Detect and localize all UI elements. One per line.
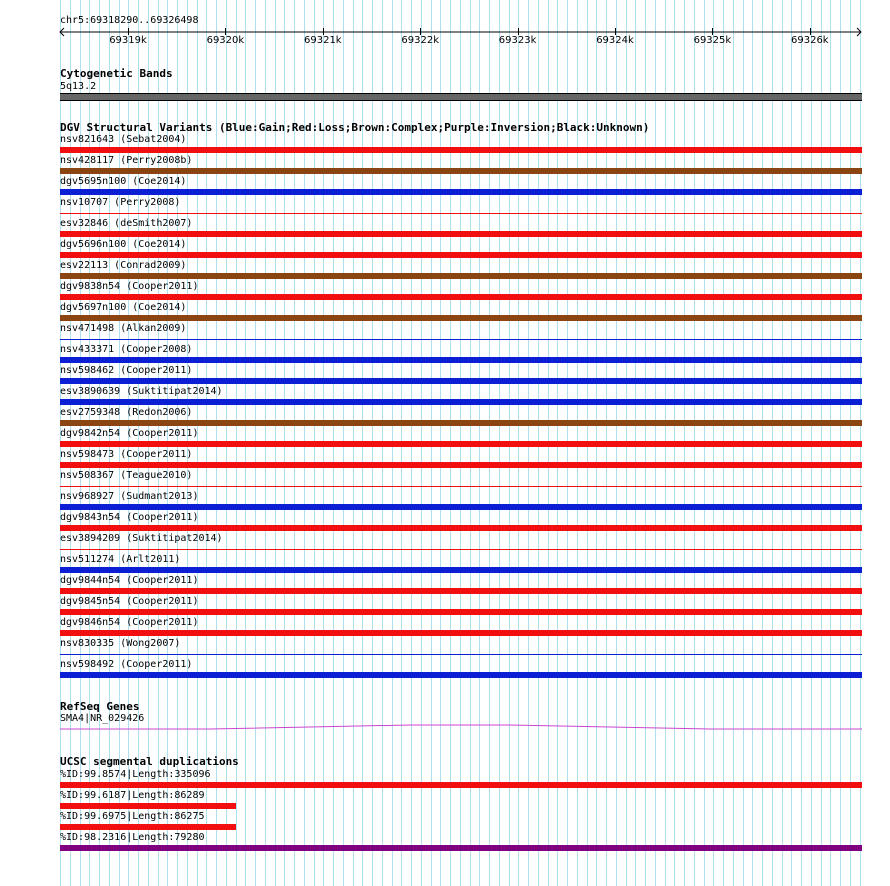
cytoband-bar[interactable] xyxy=(60,93,862,101)
ruler-tick-label: 69320k xyxy=(206,35,245,46)
ruler-tick-label: 69319k xyxy=(109,35,147,46)
dgv-variant-bar[interactable] xyxy=(60,672,862,678)
dgv-variant-bar[interactable] xyxy=(60,441,862,447)
dgv-variant-label: nsv428117 (Perry2008b) xyxy=(60,155,193,166)
dgv-track-title: DGV Structural Variants (Blue:Gain;Red:Loss;Brown:Complex;Purple:Inversion;Black:Unknown) xyxy=(60,121,650,134)
ruler-tick-label: 69323k xyxy=(498,35,537,46)
dgv-variant-label: nsv511274 (Arlt2011) xyxy=(60,554,181,565)
ruler-tick-label: 69326k xyxy=(790,35,829,46)
dgv-variant-label: dgv5697n100 (Coe2014) xyxy=(60,302,187,313)
segdup-label: %ID:98.2316|Length:79280 xyxy=(60,832,205,843)
dgv-variant-label: nsv433371 (Cooper2008) xyxy=(60,344,193,355)
dgv-variant-bar[interactable] xyxy=(60,630,862,636)
dgv-variant-label: dgv9843n54 (Cooper2011) xyxy=(60,512,199,523)
dgv-variant-label: dgv9845n54 (Cooper2011) xyxy=(60,596,199,607)
dgv-variant-bar[interactable] xyxy=(60,420,862,426)
dgv-variant-bar[interactable] xyxy=(60,654,862,655)
dgv-variant-bar[interactable] xyxy=(60,168,862,174)
location-label: chr5:69318290..69326498 xyxy=(60,15,199,26)
dgv-variant-bar[interactable] xyxy=(60,462,862,468)
dgv-variant-bar[interactable] xyxy=(60,231,862,237)
dgv-variant-label: esv2759348 (Redon2006) xyxy=(60,407,193,418)
dgv-variant-label: nsv598462 (Cooper2011) xyxy=(60,365,193,376)
ruler-tick-mark xyxy=(712,28,713,35)
refseq-gene-label: SMA4|NR_029426 xyxy=(60,713,145,724)
dgv-variant-bar[interactable] xyxy=(60,357,862,363)
segdup-label: %ID:99.6975|Length:86275 xyxy=(60,811,205,822)
dgv-variant-label: nsv508367 (Teague2010) xyxy=(60,470,193,481)
segdup-track-title: UCSC segmental duplications xyxy=(60,755,239,768)
dgv-variant-label: nsv821643 (Sebat2004) xyxy=(60,134,187,145)
dgv-variant-label: dgv5696n100 (Coe2014) xyxy=(60,239,187,250)
dgv-variant-bar[interactable] xyxy=(60,567,862,573)
dgv-variant-label: esv3894209 (Suktitipat2014) xyxy=(60,533,223,544)
dgv-variant-label: nsv830335 (Wong2007) xyxy=(60,638,181,649)
ruler-tick-mark xyxy=(420,28,421,35)
dgv-variant-label: nsv10707 (Perry2008) xyxy=(60,197,181,208)
dgv-variant-label: dgv9838n54 (Cooper2011) xyxy=(60,281,199,292)
dgv-variant-label: nsv968927 (Sudmant2013) xyxy=(60,491,199,502)
dgv-variant-bar[interactable] xyxy=(60,273,862,279)
ruler xyxy=(58,26,864,38)
dgv-variant-bar[interactable] xyxy=(60,315,862,321)
segdup-label: %ID:99.6187|Length:86289 xyxy=(60,790,205,801)
refseq-gene-feature[interactable] xyxy=(60,722,862,732)
refseq-track-title: RefSeq Genes xyxy=(60,700,140,713)
dgv-variant-bar[interactable] xyxy=(60,378,862,384)
dgv-variant-bar[interactable] xyxy=(60,339,862,340)
ruler-tick-mark xyxy=(518,28,519,35)
dgv-variant-bar[interactable] xyxy=(60,252,862,258)
dgv-variant-bar[interactable] xyxy=(60,189,862,195)
dgv-variant-bar[interactable] xyxy=(60,486,862,487)
dgv-variant-label: nsv471498 (Alkan2009) xyxy=(60,323,187,334)
cytoband-track-title: Cytogenetic Bands xyxy=(60,67,173,80)
dgv-variant-bar[interactable] xyxy=(60,504,862,510)
dgv-variant-bar[interactable] xyxy=(60,399,862,405)
ruler-tick-mark xyxy=(810,28,811,35)
dgv-variant-bar[interactable] xyxy=(60,549,862,550)
dgv-variant-bar[interactable] xyxy=(60,213,862,214)
segdup-bar[interactable] xyxy=(60,803,236,809)
segdup-bar[interactable] xyxy=(60,845,862,851)
ruler-tick-label: 69321k xyxy=(303,35,342,46)
ruler-tick-mark xyxy=(615,28,616,35)
dgv-variant-label: nsv598473 (Cooper2011) xyxy=(60,449,193,460)
dgv-variant-bar[interactable] xyxy=(60,147,862,153)
dgv-variant-bar[interactable] xyxy=(60,609,862,615)
dgv-variant-label: dgv9846n54 (Cooper2011) xyxy=(60,617,199,628)
ruler-tick-mark xyxy=(128,28,129,35)
segdup-bar[interactable] xyxy=(60,824,236,830)
segdup-bar[interactable] xyxy=(60,782,862,788)
dgv-variant-bar[interactable] xyxy=(60,588,862,594)
dgv-variant-bar[interactable] xyxy=(60,294,862,300)
dgv-variant-label: dgv5695n100 (Coe2014) xyxy=(60,176,187,187)
ruler-tick-label: 69324k xyxy=(596,35,634,46)
dgv-variant-label: esv32846 (deSmith2007) xyxy=(60,218,193,229)
dgv-variant-label: dgv9844n54 (Cooper2011) xyxy=(60,575,199,586)
dgv-variant-label: esv22113 (Conrad2009) xyxy=(60,260,187,271)
dgv-variant-bar[interactable] xyxy=(60,525,862,531)
dgv-variant-label: nsv598492 (Cooper2011) xyxy=(60,659,193,670)
segdup-label: %ID:99.8574|Length:335096 xyxy=(60,769,211,780)
ruler-tick-label: 69322k xyxy=(401,35,439,46)
dgv-variant-label: dgv9842n54 (Cooper2011) xyxy=(60,428,199,439)
ruler-tick-mark xyxy=(323,28,324,35)
ruler-tick-label: 69325k xyxy=(693,35,732,46)
ruler-tick-mark xyxy=(225,28,226,35)
cytoband-label: 5q13.2 xyxy=(60,81,97,92)
dgv-variant-label: esv3890639 (Suktitipat2014) xyxy=(60,386,223,397)
